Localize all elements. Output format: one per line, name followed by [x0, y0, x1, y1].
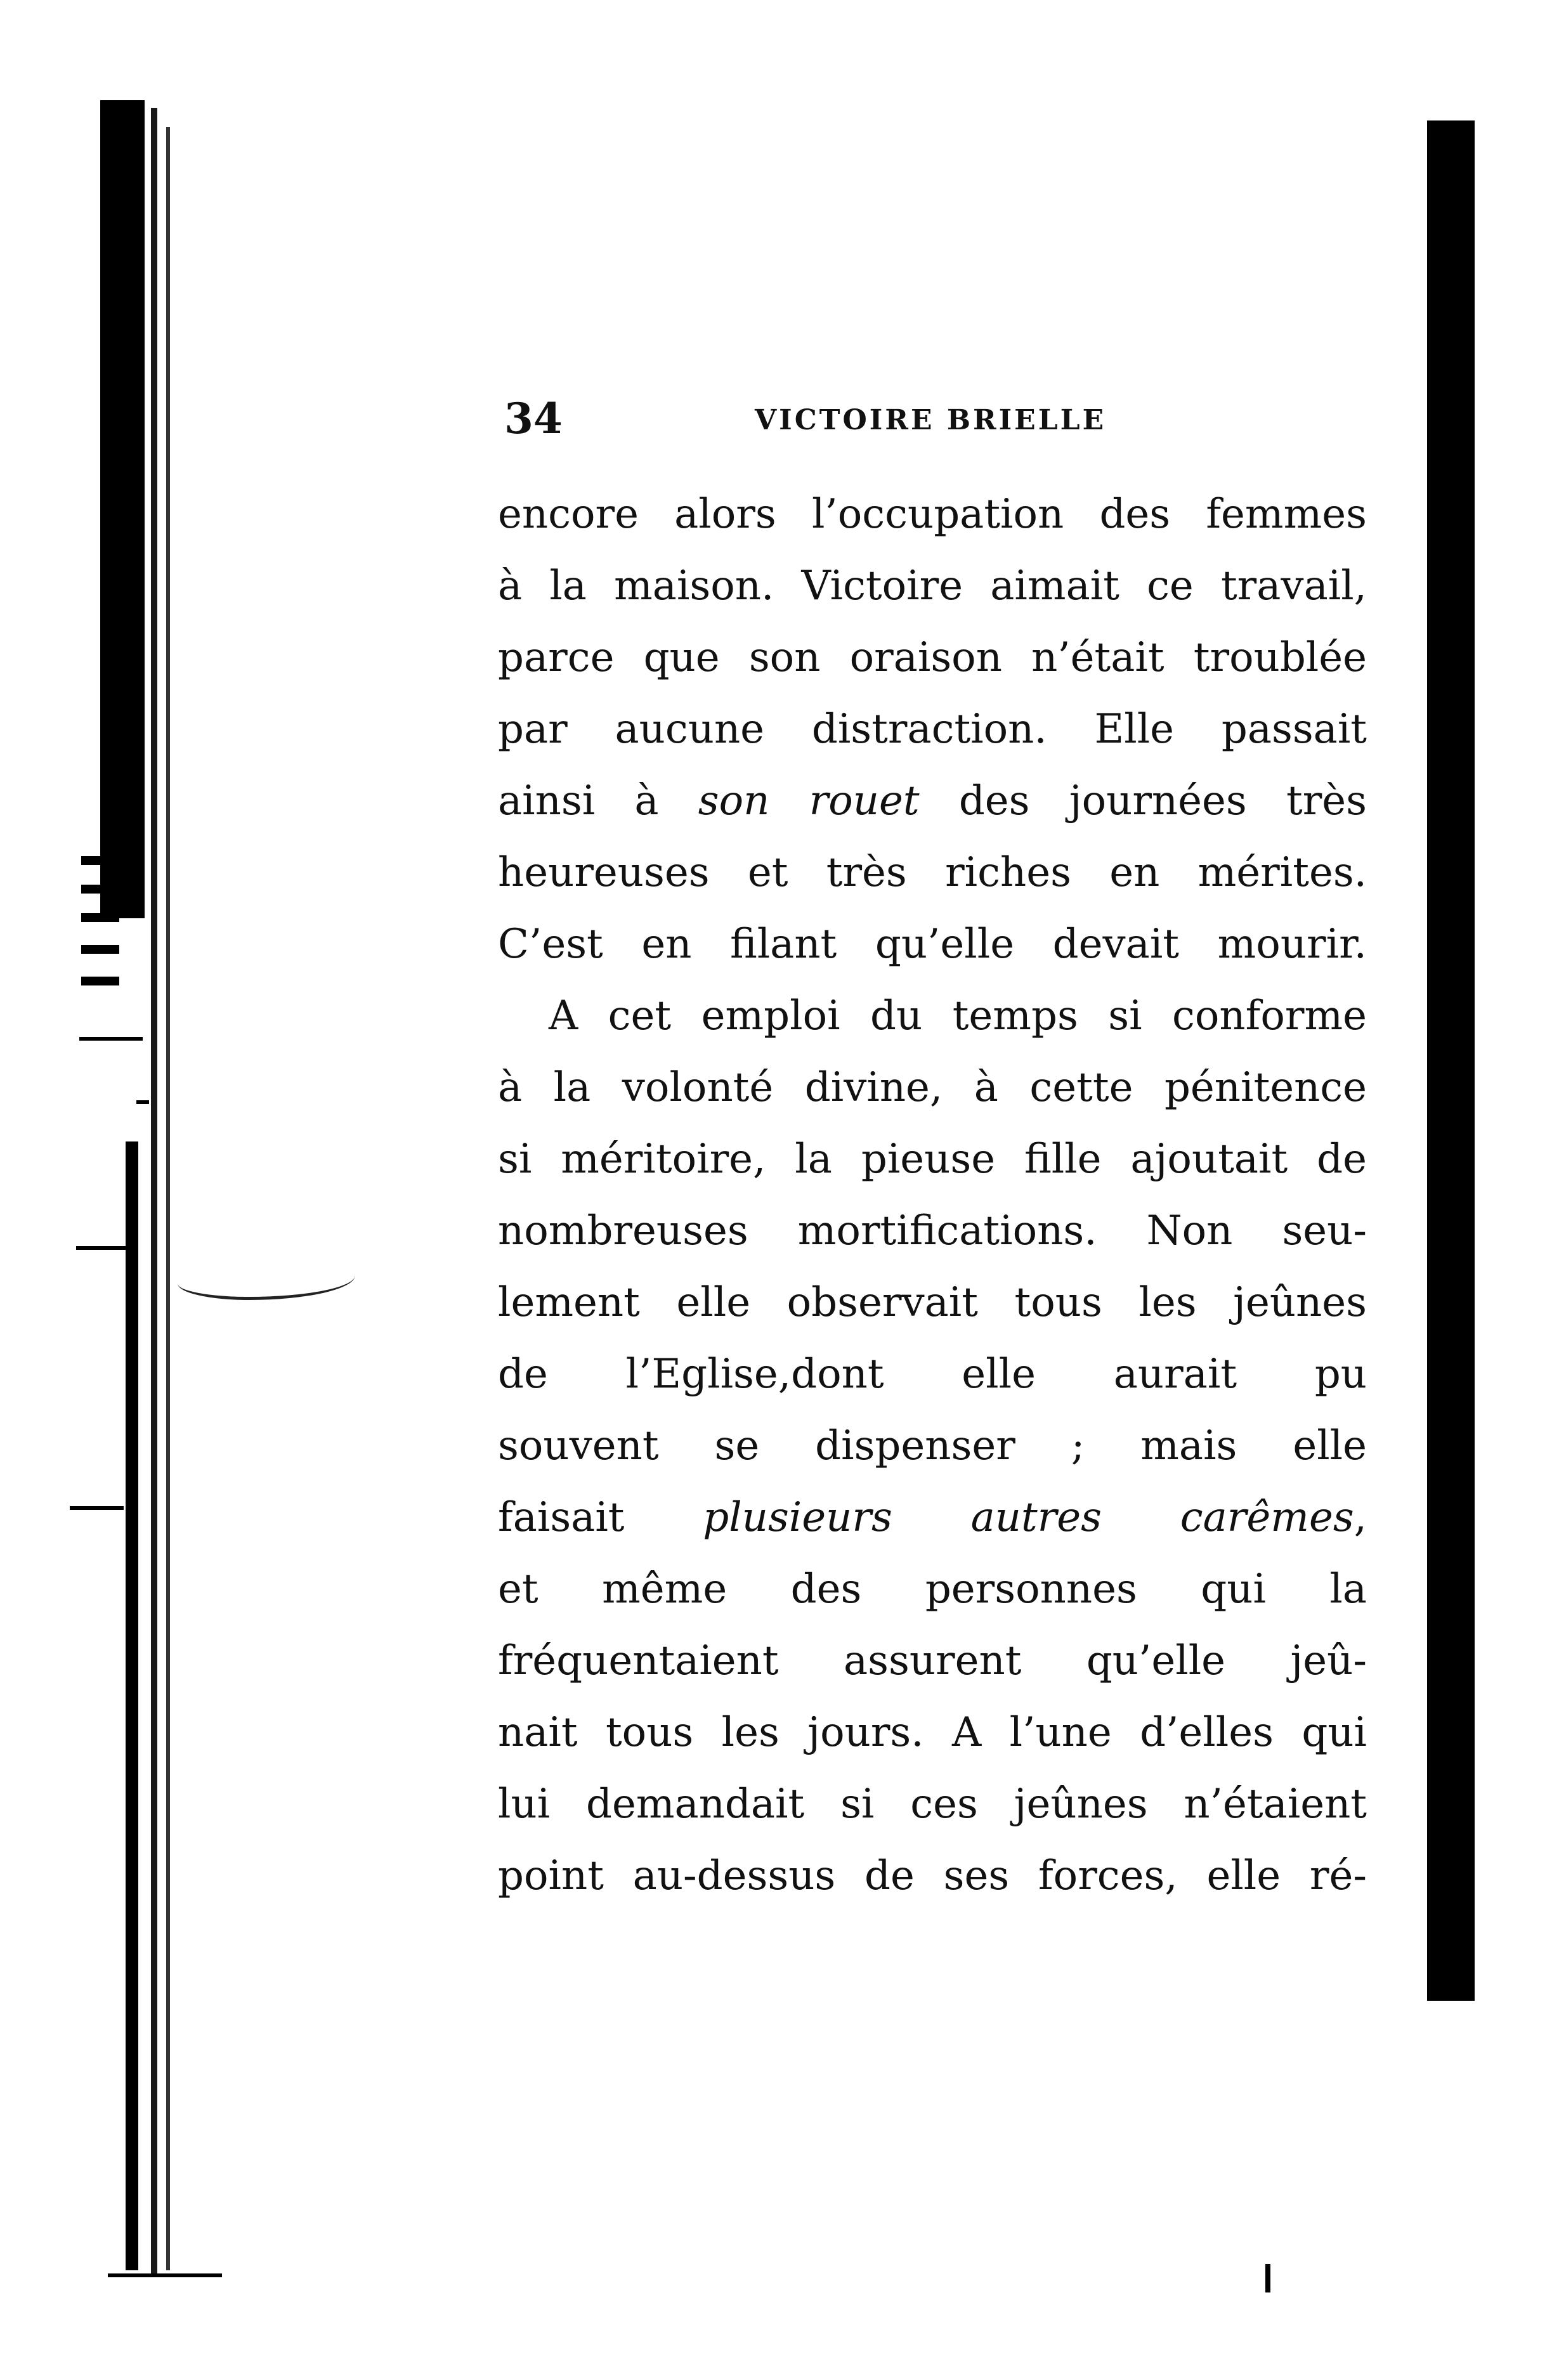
scan-edge-notch — [81, 856, 119, 865]
scan-edge-bar — [126, 1141, 138, 2270]
scan-edge-bar — [1427, 120, 1475, 2001]
scan-edge-tick — [1265, 2264, 1270, 2292]
body-text — [498, 479, 1367, 1912]
text-line — [498, 1554, 1367, 1625]
text-segment: encore alors l’occupation des femmes — [498, 491, 1367, 538]
text-segment: point au-dessus de ses forces, elle ré- — [498, 1852, 1367, 1899]
text-line — [498, 550, 1367, 622]
text-line — [498, 1052, 1367, 1124]
scan-edge-dash — [70, 1506, 124, 1510]
text-segment: A cet emploi du temps si conforme — [549, 992, 1367, 1039]
text-segment: lui demandait si ces jeûnes n’étaient — [498, 1781, 1367, 1828]
text-segment: souvent se dispenser ; mais elle — [498, 1422, 1367, 1469]
text-segment: nait tous les jours. A l’une d’elles qui — [498, 1709, 1367, 1756]
text-line — [498, 1339, 1367, 1410]
text-segment: des journées très — [919, 777, 1367, 824]
text-line — [498, 1482, 1367, 1554]
scan-edge-notch — [81, 885, 119, 894]
text-segment: à la maison. Victoire aimait ce travail, — [498, 562, 1367, 609]
text-line — [498, 909, 1367, 980]
text-line — [498, 1410, 1367, 1482]
text-segment: ainsi à — [498, 777, 698, 824]
italic-text: plusieurs autres carêmes — [703, 1494, 1354, 1541]
text-line — [498, 1840, 1367, 1912]
page-number: 34 — [504, 394, 563, 443]
italic-text: son rouet — [698, 777, 920, 824]
text-line — [498, 1769, 1367, 1840]
text-segment: par aucune distraction. Elle passait — [498, 706, 1367, 753]
page-header — [504, 393, 1367, 444]
text-line — [498, 837, 1367, 909]
scan-edge-dash — [76, 1246, 127, 1250]
text-segment: fréquentaient assurent qu’elle jeû- — [498, 1637, 1367, 1684]
text-line — [498, 1625, 1367, 1697]
text-line — [498, 1697, 1367, 1769]
text-line — [498, 1124, 1367, 1195]
text-segment: faisait — [498, 1494, 703, 1541]
text-segment: parce que son oraison n’était troublée — [498, 634, 1367, 681]
text-segment: nombreuses mortifications. Non seu- — [498, 1207, 1367, 1254]
text-line — [498, 765, 1367, 837]
text-line — [498, 622, 1367, 694]
text-segment: si méritoire, la pieuse fille ajoutait de — [498, 1136, 1367, 1183]
scan-edge-notch — [81, 913, 119, 922]
scan-edge-dash — [79, 1037, 143, 1041]
scan-edge-line — [166, 127, 170, 2270]
scan-edge-line — [151, 108, 157, 2277]
scan-curve-mark — [178, 1259, 355, 1300]
text-segment: C’est en filant qu’elle devait mourir. — [498, 921, 1367, 968]
running-title: VICTOIRE BRIELLE — [755, 404, 1107, 436]
scan-edge-dash — [136, 1100, 149, 1104]
text-segment: à la volonté divine, à cette pénitence — [498, 1064, 1367, 1111]
scan-edge-notch — [81, 977, 119, 985]
text-line — [498, 479, 1367, 550]
text-segment: heureuses et très riches en mérites. — [498, 849, 1367, 896]
text-line — [498, 980, 1367, 1052]
text-segment: de l’Eglise,dont elle aurait pu — [498, 1351, 1367, 1398]
scan-edge-notch — [81, 945, 119, 954]
scan-edge-bar — [100, 100, 145, 918]
text-line — [498, 694, 1367, 765]
scan-edge-line — [108, 2273, 222, 2277]
text-line — [498, 1195, 1367, 1267]
text-segment: lement elle observait tous les jeûnes — [498, 1279, 1367, 1326]
text-segment: , — [1354, 1494, 1367, 1541]
text-line — [498, 1267, 1367, 1339]
text-segment: et même des personnes qui la — [498, 1566, 1367, 1613]
